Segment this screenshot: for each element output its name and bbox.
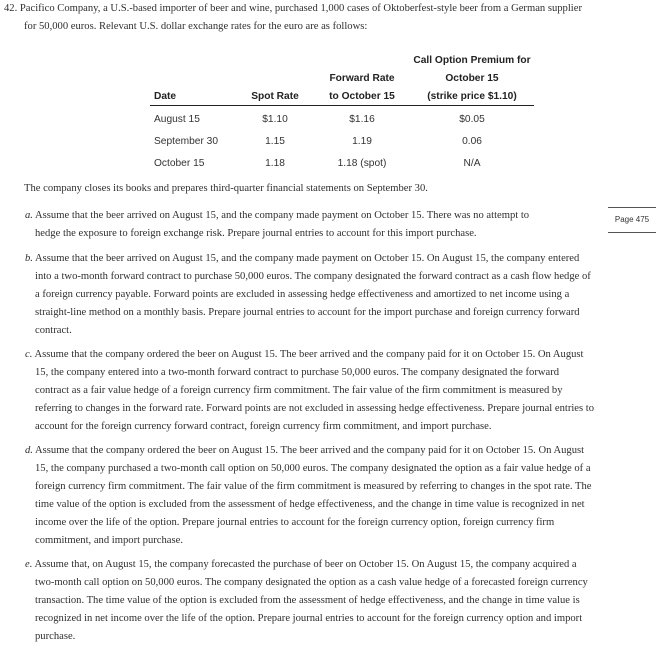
part-line: hedge the exposure to foreign exchange risk. Prepare journal entries to account for this import purchase. bbox=[35, 228, 477, 239]
part-text: Assume that, on August 15, the company forecasted the purchase of beer on October 15. On August 15, the company acquired a bbox=[34, 559, 577, 570]
option-header-line-2: October 15 bbox=[445, 72, 499, 84]
page-reference: Page 475 bbox=[608, 207, 656, 233]
part-line: contract as a fair value hedge of a foreign currency firm commitment. The fair value of the firm commitment is measured by bbox=[35, 385, 563, 396]
part-line: account for the foreign currency forward contract, foreign currency firm commitment, and import purchase. bbox=[35, 421, 492, 432]
part-line bbox=[25, 346, 657, 364]
row-option: $0.05 bbox=[459, 113, 485, 125]
problem-number: 42. bbox=[4, 3, 18, 14]
part-line: time value of the option is excluded from the assessment of hedge effectiveness, and the change in time value is recognized in net bbox=[35, 499, 585, 510]
row-date: August 15 bbox=[154, 113, 200, 125]
part-line bbox=[25, 442, 657, 460]
part-line: income over the life of the option. Prepare journal entries to account for the foreign currency option, foreign currency firm bbox=[35, 517, 555, 528]
table-row bbox=[150, 154, 534, 172]
part-line: transaction. The time value of the option is excluded from the assessment of hedge effectiveness, and the change in time value is bbox=[35, 595, 580, 606]
option-header-line-3: (strike price $1.10) bbox=[410, 87, 534, 106]
table-header-row-2 bbox=[150, 69, 534, 87]
part-a bbox=[25, 207, 657, 243]
row-option: N/A bbox=[463, 157, 481, 169]
problem-header-text-1: Pacifico Company, a U.S.-based importer of beer and wine, purchased 1,000 cases of Oktoberfest-style beer from a German supplier bbox=[19, 3, 582, 14]
part-b bbox=[25, 250, 657, 340]
row-forward: 1.18 (spot) bbox=[337, 157, 387, 169]
part-line: purchase. bbox=[35, 631, 76, 642]
row-date: September 30 bbox=[154, 135, 218, 147]
part-letter: c. bbox=[25, 349, 33, 360]
problem-header-line-1 bbox=[4, 0, 582, 18]
part-line bbox=[25, 556, 657, 574]
part-d bbox=[25, 442, 657, 550]
part-line bbox=[25, 207, 657, 225]
part-line bbox=[25, 250, 657, 268]
intro-paragraph: The company closes its books and prepares third-quarter financial statements on September 30. bbox=[24, 183, 428, 194]
part-line: 15, the company purchased a two-month call option on 50,000 euros. The company designated the option as a fair value hedge of a bbox=[35, 463, 591, 474]
part-line: a foreign currency payable. Forward points are excluded in assessing hedge effectiveness and amortized to net income using a bbox=[35, 289, 570, 300]
option-header-line-1: Call Option Premium for bbox=[413, 54, 531, 66]
row-date: October 15 bbox=[154, 157, 205, 169]
part-line: referring to changes in the forward rate. Forward points are not excluded in assessing hedge effectiveness. Prepare journal entries to bbox=[35, 403, 595, 414]
table-row bbox=[150, 132, 534, 150]
part-text: Assume that the beer arrived on August 15, and the company made payment on October 15. There was no attempt to bbox=[35, 210, 530, 221]
forward-header-line-2: to October 15 bbox=[314, 87, 410, 106]
part-line: commitment, and import purchase. bbox=[35, 535, 183, 546]
row-spot: 1.15 bbox=[265, 135, 285, 147]
table-header-row-1 bbox=[150, 51, 534, 69]
part-line: contract. bbox=[35, 325, 72, 336]
part-letter: e. bbox=[25, 559, 33, 570]
spot-header: Spot Rate bbox=[236, 87, 314, 106]
row-option: 0.06 bbox=[462, 135, 482, 147]
table-header-row-3 bbox=[150, 87, 534, 106]
part-text: Assume that the company ordered the beer on August 15. The beer arrived and the company paid for it on October 15. On August bbox=[34, 349, 584, 360]
part-letter: d. bbox=[25, 445, 33, 456]
part-text: Assume that the beer arrived on August 15, and the company made payment on October 15. On August 15, the company entered bbox=[35, 253, 580, 264]
part-e bbox=[25, 556, 657, 646]
part-line: into a two-month forward contract to purchase 50,000 euros. The company designated the forward contract as a cash flow hedge of bbox=[35, 271, 591, 282]
forward-header-line-1: Forward Rate bbox=[329, 72, 395, 84]
table-row bbox=[150, 110, 534, 128]
part-line: two-month call option on 50,000 euros. The company designated the option as a cash value hedge of a forecasted foreign currency bbox=[35, 577, 588, 588]
row-spot: $1.10 bbox=[262, 113, 288, 125]
part-letter: a. bbox=[25, 210, 33, 221]
row-spot: 1.18 bbox=[265, 157, 285, 169]
exchange-rate-table bbox=[150, 51, 534, 172]
row-forward: $1.16 bbox=[349, 113, 375, 125]
part-text: Assume that the company ordered the beer on August 15. The beer arrived and the company paid for it on October 15. On August bbox=[35, 445, 585, 456]
problem-header-line-2: for 50,000 euros. Relevant U.S. dollar exchange rates for the euro are as follows: bbox=[24, 21, 368, 32]
part-line: foreign currency firm commitment. The fair value of the firm commitment is measured by referring to changes in the spot rate. The bbox=[35, 481, 592, 492]
part-line: 15, the company entered into a two-month forward contract to purchase 50,000 euros. The company designated the forward bbox=[35, 367, 560, 378]
part-line: straight-line method on a monthly basis. Prepare journal entries to account for the import purchase and foreign currency forward bbox=[35, 307, 580, 318]
date-header: Date bbox=[150, 87, 236, 106]
part-line: recognized in net income over the life of the option. Prepare journal entries to account for the foreign currency option and import bbox=[35, 613, 583, 624]
part-c bbox=[25, 346, 657, 436]
row-forward: 1.19 bbox=[352, 135, 372, 147]
part-letter: b. bbox=[25, 253, 33, 264]
